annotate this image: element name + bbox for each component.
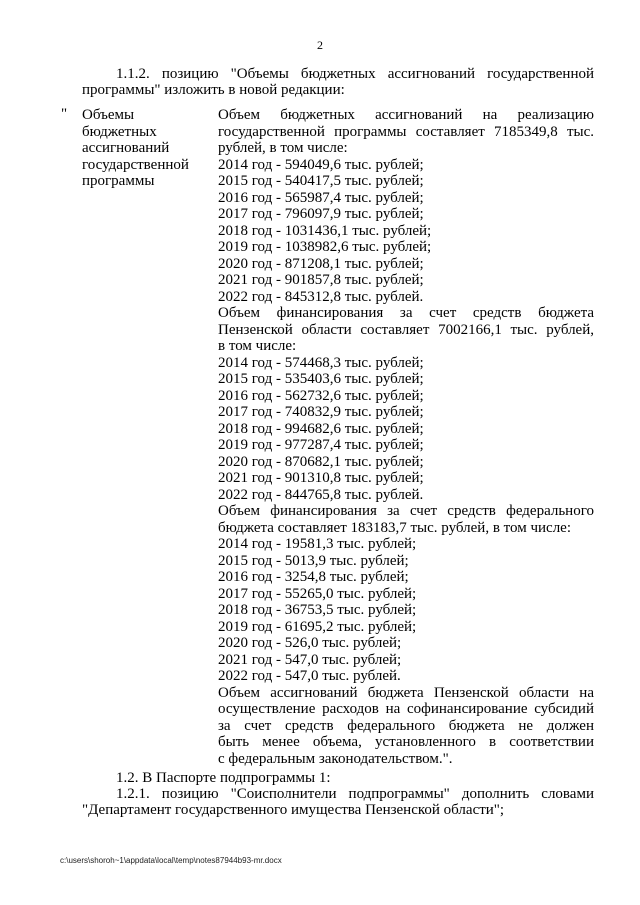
regional-year-line: 2018 год - 994682,6 тыс. рублей; (218, 420, 424, 437)
federal-year-line: 2015 год - 5013,9 тыс. рублей; (218, 552, 409, 569)
position-label-line: Объемы (82, 107, 135, 123)
intro-line-2: программы" изложить в новой редакции: (82, 82, 345, 98)
regional-year-line: 2017 год - 740832,9 тыс. рублей; (218, 404, 424, 420)
position-label-line: ассигнований (82, 140, 170, 156)
total-year-line: 2015 год - 540417,5 тыс. рублей; (218, 173, 424, 189)
total-year-line: 2022 год - 845312,8 тыс. рублей. (218, 288, 424, 305)
section-1-2: 1.2. В Паспорте подпрограммы 1: (116, 770, 331, 786)
total-year-line: 2016 год - 565987,4 тыс. рублей; (218, 189, 424, 206)
total-year-line: 2018 год - 1031436,1 тыс. рублей; (218, 222, 432, 239)
closing-line: Объем ассигнований бюджета Пензенской области на (218, 684, 594, 701)
federal-intro-line: Объем финансирования за счет средств федерального (218, 503, 594, 519)
position-label (82, 107, 202, 190)
position-label-line: государственной (82, 156, 189, 173)
regional-year-line: 2016 год - 562732,6 тыс. рублей; (218, 387, 424, 404)
total-year-line: 2019 год - 1038982,6 тыс. рублей; (218, 239, 432, 255)
footer-file-path: c:\users\shoroh~1\appdata\local\temp\notes87944b93-mr.docx (60, 856, 282, 865)
regional-intro-line: Пензенской области составляет 7002166,1 тыс. рублей, (218, 321, 594, 338)
position-label-line: бюджетных (82, 123, 157, 140)
federal-year-line: 2021 год - 547,0 тыс. рублей; (218, 651, 402, 668)
regional-year-line: 2019 год - 977287,4 тыс. рублей; (218, 437, 424, 453)
regional-year-line: 2015 год - 535403,6 тыс. рублей; (218, 371, 424, 387)
federal-year-line: 2020 год - 526,0 тыс. рублей; (218, 635, 402, 651)
regional-year-line: 2022 год - 844765,8 тыс. рублей. (218, 486, 424, 503)
intro-line-1: 1.1.2. позицию "Объемы бюджетных ассигнований государственной (116, 66, 594, 82)
regional-intro-line: Объем финансирования за счет средств бюджета (218, 305, 594, 321)
total-intro-line: государственной программы составляет 7185349,8 тыс. (218, 123, 594, 140)
total-year-line: 2017 год - 796097,9 тыс. рублей; (218, 206, 424, 222)
section-1-2-1-line-1: 1.2.1. позицию "Соисполнители подпрограммы" дополнить словами (116, 786, 594, 802)
regional-year-line: 2020 год - 870682,1 тыс. рублей; (218, 453, 424, 470)
federal-intro-line: бюджета составляет 183183,7 тыс. рублей, в том числе: (218, 519, 572, 536)
page-number: 2 (317, 38, 323, 52)
section-1-2-1-line-2: "Департамент государственного имущества Пензенской области"; (82, 802, 505, 818)
position-content (218, 107, 594, 767)
federal-year-line: 2018 год - 36753,5 тыс. рублей; (218, 602, 417, 618)
total-year-line: 2020 год - 871208,1 тыс. рублей; (218, 255, 424, 272)
position-label-line: программы (82, 173, 155, 189)
federal-year-line: 2014 год - 19581,3 тыс. рублей; (218, 536, 417, 552)
closing-line: с федеральным законодательством.". (218, 750, 453, 767)
regional-year-line: 2021 год - 901310,8 тыс. рублей; (218, 470, 424, 486)
federal-year-line: 2022 год - 547,0 тыс. рублей. (218, 668, 401, 684)
closing-line: за счет средств федерального бюджета не должен (218, 717, 594, 734)
federal-year-line: 2017 год - 55265,0 тыс. рублей; (218, 585, 417, 602)
total-intro-line: рублей, в том числе: (218, 140, 348, 156)
federal-year-line: 2016 год - 3254,8 тыс. рублей; (218, 569, 409, 585)
federal-year-line: 2019 год - 61695,2 тыс. рублей; (218, 618, 417, 635)
regional-intro-line: в том числе: (218, 338, 297, 354)
total-year-line: 2014 год - 594049,6 тыс. рублей; (218, 156, 424, 173)
total-intro-line: Объем бюджетных ассигнований на реализацию (218, 107, 594, 123)
total-year-line: 2021 год - 901857,8 тыс. рублей; (218, 272, 424, 288)
closing-line: осуществление расходов на софинансирование субсидий (218, 701, 594, 717)
regional-year-line: 2014 год - 574468,3 тыс. рублей; (218, 354, 424, 371)
closing-line: быть менее объема, установленного в соответствии (218, 734, 594, 750)
open-quote: " (61, 106, 68, 122)
